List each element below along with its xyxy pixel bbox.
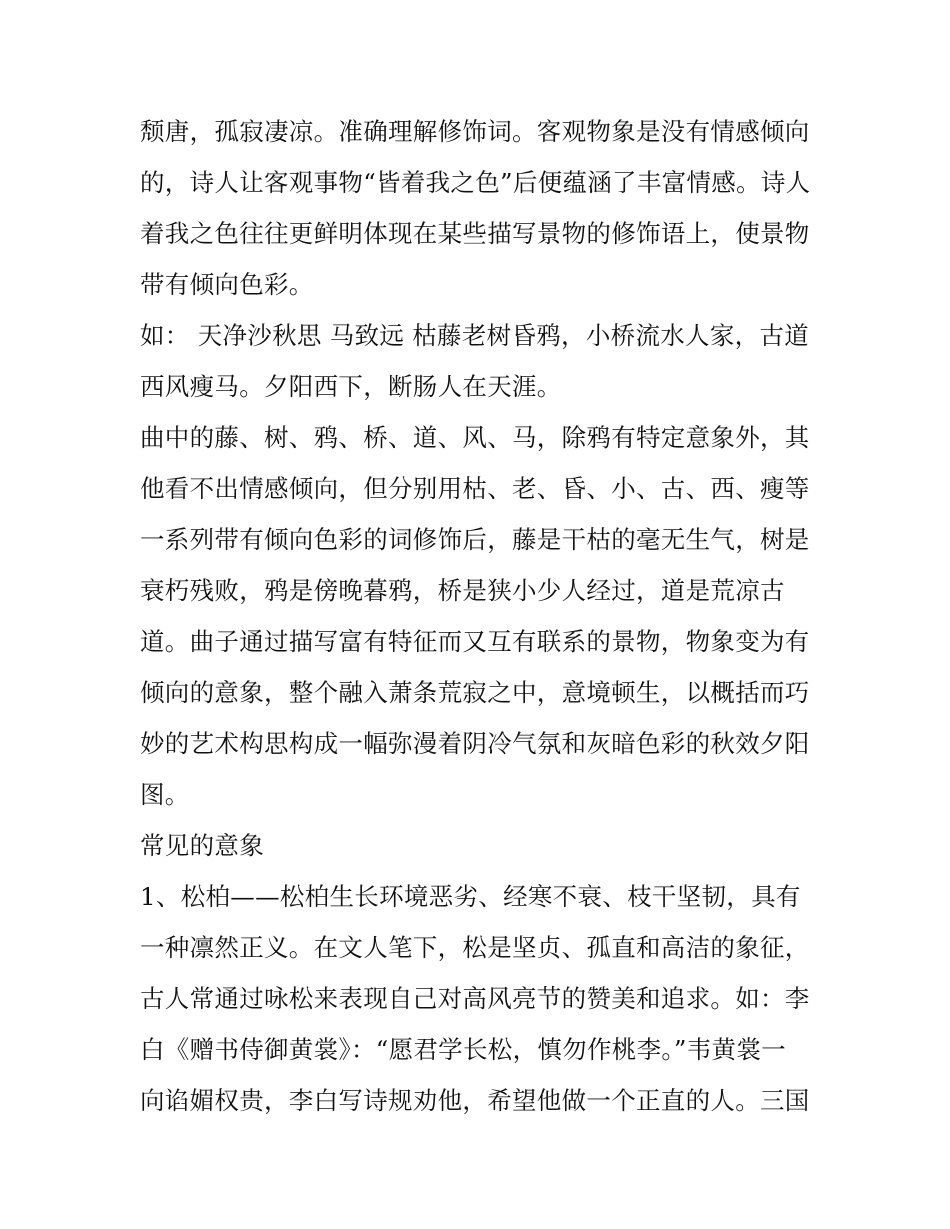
text-line: 一种凛然正义。在文人笔下，松是坚贞、孤直和高洁的象征， [140, 933, 810, 962]
text-line: 古人常通过咏松来表现自己对高风亮节的赞美和追求。如：李 [140, 984, 810, 1013]
text-line: 西风瘦马。夕阳西下，断肠人在天涯。 [140, 372, 562, 401]
text-line: 如： 天净沙秋思 马致远 枯藤老树昏鸦，小桥流水人家，古道 [140, 321, 810, 350]
text-line: 图。 [140, 780, 190, 809]
text-line: 妙的艺术构思构成一幅弥漫着阴冷气氛和灰暗色彩的秋效夕阳 [140, 729, 810, 758]
text-line: 白《赠书侍御黄裳》：“愿君学长松，慎勿作桃李。”韦黄裳一 [140, 1035, 786, 1064]
section-heading: 常见的意象 [140, 831, 264, 860]
text-line: 的，诗人让客观事物“皆着我之色”后便蕴涵了丰富情感。诗人 [140, 168, 811, 197]
text-line: 1、松柏——松柏生长环境恶劣、经寒不衰、枝干坚韧，具有 [140, 882, 801, 911]
text-line: 带有倾向色彩。 [140, 270, 314, 299]
text-line: 倾向的意象，整个融入萧条荒寂之中，意境顿生，以概括而巧 [140, 678, 810, 707]
text-line: 一系列带有倾向色彩的词修饰后，藤是干枯的毫无生气，树是 [140, 525, 810, 554]
text-line: 向谄媚权贵，李白写诗规劝他，希望他做一个正直的人。三国 [140, 1086, 810, 1115]
text-line: 着我之色往往更鲜明体现在某些描写景物的修饰语上，使景物 [140, 219, 810, 248]
text-line: 曲中的藤、树、鸦、桥、道、风、马，除鸦有特定意象外，其 [140, 423, 810, 452]
text-line: 他看不出情感倾向，但分别用枯、老、昏、小、古、西、瘦等 [140, 474, 810, 503]
text-line: 颓唐，孤寂凄凉。准确理解修饰词。客观物象是没有情感倾向 [140, 117, 810, 146]
text-line: 衰朽残败，鸦是傍晚暮鸦，桥是狭小少人经过，道是荒凉古 [140, 576, 785, 605]
text-line: 道。曲子通过描写富有特征而又互有联系的景物，物象变为有 [140, 627, 810, 656]
document-body [140, 106, 820, 1126]
